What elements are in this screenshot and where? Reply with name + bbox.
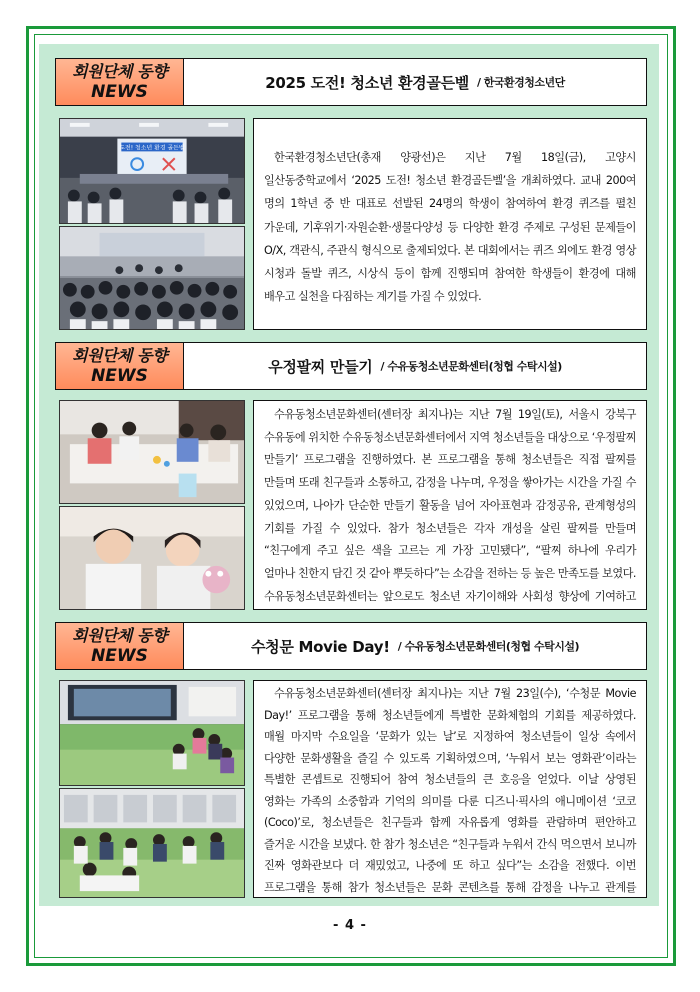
news-section-golden-bell xyxy=(55,58,647,330)
badge-label: 회원단체 동향 xyxy=(72,346,167,365)
news-badge xyxy=(56,623,184,669)
photo-quiz-audience xyxy=(59,226,245,330)
header-title-area xyxy=(184,623,646,669)
section-title: 2025 도전! 청소년 환경골든벨 xyxy=(265,73,469,92)
badge-news: NEWS xyxy=(91,366,148,386)
photo-movie-audience xyxy=(59,788,245,898)
header-title-area xyxy=(184,59,646,105)
content-panel xyxy=(39,44,659,906)
header-title-area xyxy=(184,343,646,389)
photo-bracelet-friends xyxy=(59,506,245,610)
article-body xyxy=(253,118,647,330)
news-section-movie-day xyxy=(55,622,647,898)
article-text: 수유동청소년문화센터(센터장 최지나)는 지난 7월 23일(수), ‘수청문 Movie Day!’ 프로그램을 통해 청소년들에게 특별한 문화체험의 기회를 제공하였다. 매월 마지막 수요일을 ‘문화가 있는 날’로 지정하여 청소년들이 일상 속에서 다양한 문화생활을 즐길 수 있도록 기획하였으며, ‘누워서 보는 영화관’이라는 특별한 콘셉트로 진행되어 참여 청소년들의 큰 호응을 얻었다. 이날 상영된 영화는 가족의 소중함과 기억의 의미를 다룬 디즈니·픽사의 애니메이션 ‘코코(Coco)’로, 청소년들은 친구들과 함께 자유롭게 영화를 관람하며 편안하고 즐거운 시간을 보냈다. 한 참가 청소년은 “친구들과 누워서 간식 먹으면서 보니까 진짜 영화관보다 더 재밌었고, 나중에 또 하고 싶다”는 소감을 전했다. 이번 프로그램을 통해 참가 청소년들은 문화 콘텐츠를 통해 감정을 나누고 관계를 xyxy=(264,687,636,894)
news-badge xyxy=(56,59,184,105)
section-title: 우정팔찌 만들기 xyxy=(268,357,373,376)
section-header xyxy=(55,622,647,670)
photo-quiz-stage xyxy=(59,118,245,224)
badge-news: NEWS xyxy=(91,646,148,666)
badge-news: NEWS xyxy=(91,82,148,102)
page-frame xyxy=(26,26,676,966)
news-section-friendship-bracelet xyxy=(55,342,647,610)
article-text: 수유동청소년문화센터(센터장 최지나)는 지난 7월 19일(토), 서울시 강북구 수유동에 위치한 수유동청소년문화센터에서 지역 청소년들을 대상으로 ‘우정팔찌 만들기’ 프로그램을 진행하였다. 본 프로그램을 통해 청소년들은 직접 팔찌를 만들며 또래 친구들과 소통하고, 감정을 나누며, 우정을 쌓아가는 시간을 가질 수 있었으며, 나아가 단순한 만들기 활동을 넘어 자아표현과 감정공유, 관계형성의 기회를 가질 수 있었다. 참가 청소년들은 각자 개성을 살린 팔찌를 만들며 “친구에게 주고 싶은 색을 고르는 게 가장 고민됐다”, “팔찌 하나에 우리가 얼마나 친한지 담긴 것 같아 뿌듯하다”는 소감을 전하는 등 높은 만족도를 보였다. 수유동청소년문화센터는 앞으로도 청소년 자기이해와 사회성 향상에 기여하고 xyxy=(264,408,636,603)
section-title: 수청문 Movie Day! xyxy=(250,637,390,656)
photo-bracelet-making xyxy=(59,400,245,504)
article-text: 한국환경청소년단(총재 양광선)은 지난 7월 18일(금), 고양시 일산동중학교에서 ‘2025 도전! 청소년 환경골든벨’을 개최하였다. 교내 200여 명의 1학년 중 반 대표로 선발된 24명의 학생이 참여하여 환경 퀴즈를 펼친 가운데, 기후위기·자원순환·생물다양성 등 다양한 환경 주제로 구성된 문제들이 O/X, 객관식, 주관식 형식으로 출제되었다. 본 대회에서는 퀴즈 외에도 환경 영상 시청과 돌발 퀴즈, 시상식 등이 함께 진행되며 참여한 학생들이 환경에 대해 배우고 실천을 다짐하는 계기를 가질 수 있었다. xyxy=(264,151,636,304)
photo-movie-screening xyxy=(59,680,245,786)
section-header xyxy=(55,58,647,106)
article-body xyxy=(253,400,647,610)
section-org: / 한국환경청소년단 xyxy=(476,76,565,89)
section-org: / 수유동청소년문화센터(청협 수탁시설) xyxy=(380,360,562,373)
section-header xyxy=(55,342,647,390)
article-body xyxy=(253,680,647,898)
section-org: / 수유동청소년문화센터(청협 수탁시설) xyxy=(397,640,580,653)
news-badge xyxy=(56,343,184,389)
badge-label: 회원단체 동향 xyxy=(72,62,167,81)
page-number: - 4 - xyxy=(333,918,367,933)
quiz-banner-text: 도전! 청소년 환경 골든벨 xyxy=(119,145,185,152)
badge-label: 회원단체 동향 xyxy=(72,626,167,645)
